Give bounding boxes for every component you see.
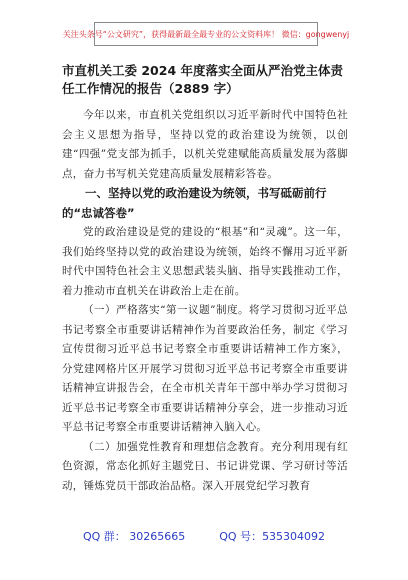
promo-banner: 关注头条号“公文研究”，获得最新最全最专业的公文资料库！ 微信：gongwenyj <box>94 22 318 46</box>
intro-paragraph: 今年以来，市直机关党组织以习近平新时代中国特色社会主义思想为指导，坚持以党的政治建设为统领，以创建“四强”党支部为抓手，以机关党建赋能高质量发展为落脚点，奋力书写机关党建高质量发展精彩答卷。 <box>62 109 348 180</box>
qq-group: QQ 群： 30265665 <box>82 530 186 543</box>
item-paragraph-1: （一）严格落实“第一议题”制度。将学习贯彻习近平总书记考察全市重要讲话精神作为首要政治任务，制定《学习宣传贯彻习近平总书记考察全市重要讲话精神工作方案》，分党建网格片区开展学习贯彻习近平总书记考察全市重要讲话精神宣讲报告会，在全市机关青年干部中举办学习贯彻习近平总书记考察全市重要讲话精神分享会，进一步推动习近平总书记考察全市重要讲话精神入脑入心。 <box>62 304 348 433</box>
section-heading: 一、坚持以党的政治建设为统领，书写砥砺前行的“忠诚答卷” <box>62 186 327 220</box>
document-body <box>62 62 348 496</box>
footer-contacts <box>0 528 408 544</box>
document-title: 市直机关工委 2024 年度落实全面从严治党主体责任工作情况的报告（2889 字） <box>62 63 343 96</box>
section-intro-paragraph: 党的政治建设是党的建设的“根基”和“灵魂”。这一年，我们始终坚持以党的政治建设为统领，始终不懈用习近平新时代中国特色社会主义思想武装头脑、指导实践推动工作，着力推动市直机关在讲政治上走在前。 <box>62 226 348 297</box>
qq-number: QQ 号：535304092 <box>219 530 326 543</box>
item-paragraph-2: （二）加强党性教育和理想信念教育。充分利用现有红色资源，常态化抓好主题党日、书记讲党课、学习研讨等活动，锤炼党员干部政治品格。深入开展党纪学习教育 <box>62 440 348 492</box>
